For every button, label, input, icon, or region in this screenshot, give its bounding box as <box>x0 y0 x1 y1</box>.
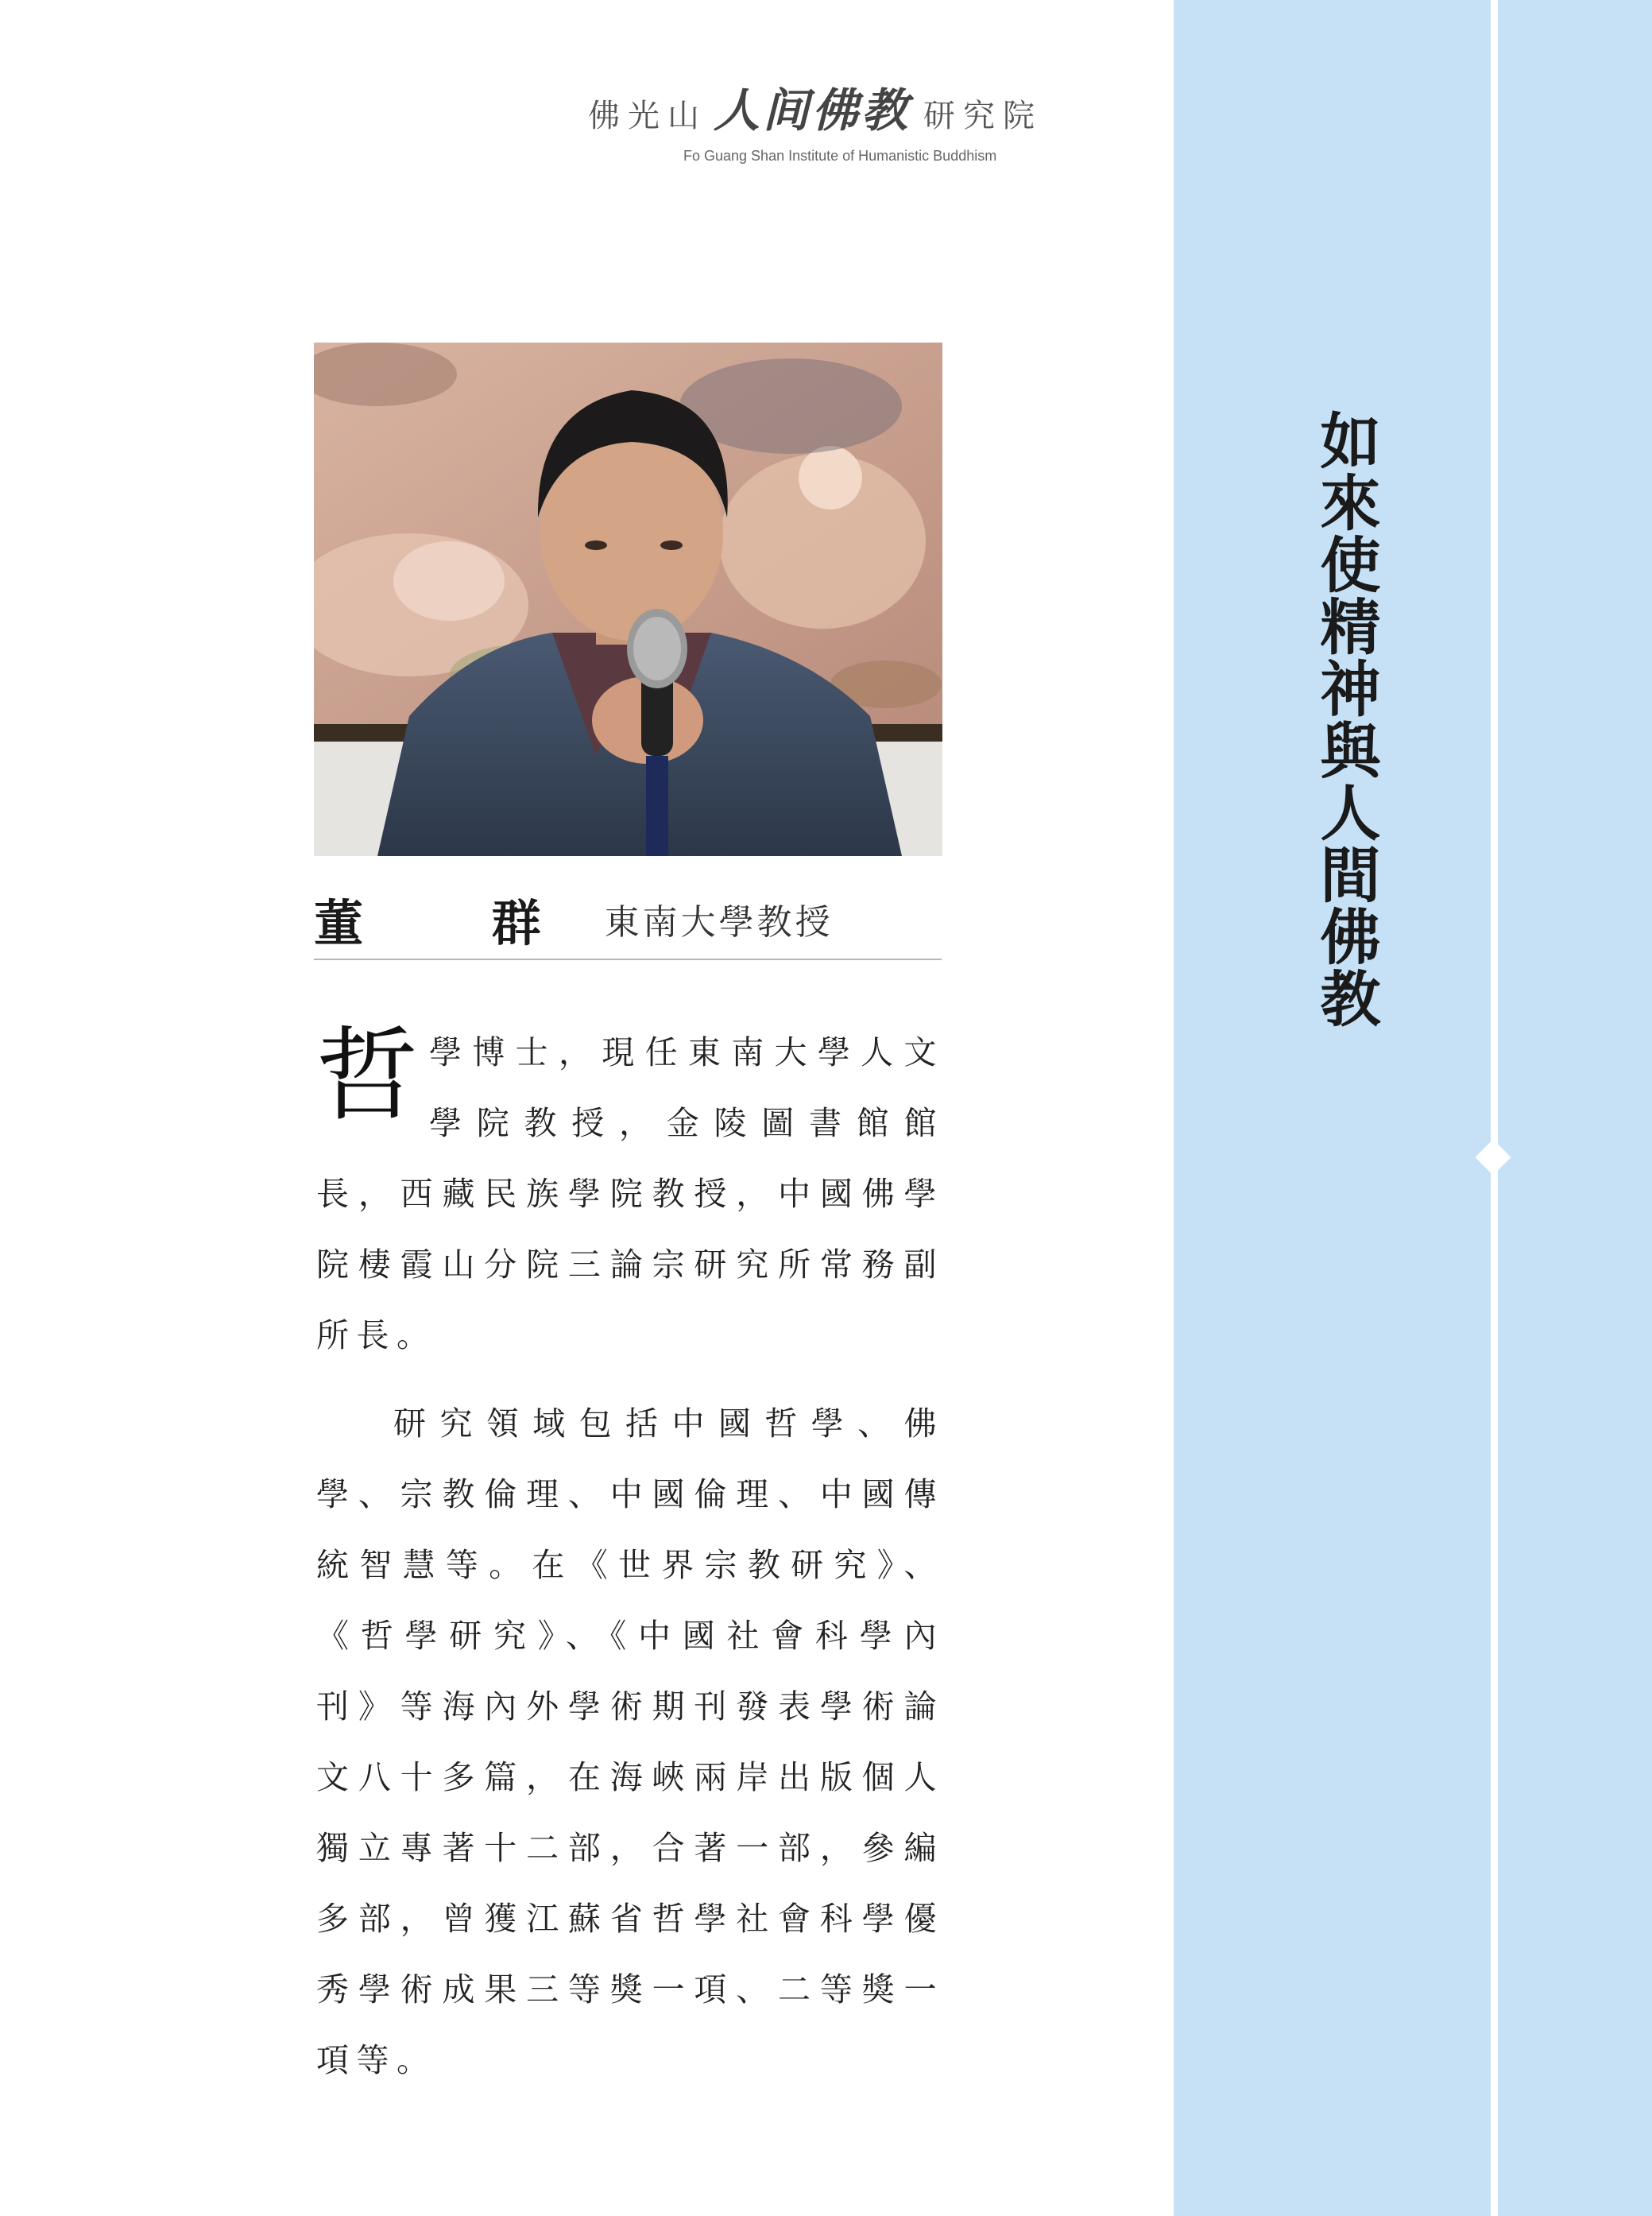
bio-paragraph-1-text: 學博士，現任東南大學人文學院教授，金陵圖書館館長，西藏民族學院教授，中國佛學院棲霞山分院三論宗研究所常務副所長。 <box>316 1033 944 1354</box>
vertical-article-title: 如來使精神與人間佛教 <box>1310 409 1381 1029</box>
author-name: 董 群 <box>314 893 597 952</box>
sidebar-stripe <box>1491 0 1498 2216</box>
author-title: 東南大學教授 <box>604 902 834 943</box>
drop-cap: 哲 <box>316 1017 419 1135</box>
logo-text-left: 佛光山 <box>588 98 707 134</box>
author-bio <box>316 1017 944 2096</box>
logo-english: Fo Guang Shan Institute of Humanistic Buddhism <box>683 148 997 164</box>
institute-logo <box>588 73 1081 165</box>
sidebar-band <box>1174 0 1652 2216</box>
author-header <box>314 879 942 960</box>
bio-paragraph-2: 研究領域包括中國哲學、佛學、宗教倫理、中國倫理、中國傳統智慧等。在《世界宗教研究》、《哲學研究》、《中國社會科學內刊》等海內外學術期刊發表學術論文八十多篇，在海峽兩岸出版個人獨立專著十二部，合著一部，參編多部，曾獲江蘇省哲學社會科學優秀學術成果三等獎一項、二等獎一項等。 <box>316 1404 944 2079</box>
logo-text-right: 研究院 <box>923 98 1043 134</box>
author-photo <box>314 343 942 856</box>
bio-paragraph-1 <box>316 1017 944 1371</box>
logo-text-center: 人间佛教 <box>714 83 911 138</box>
